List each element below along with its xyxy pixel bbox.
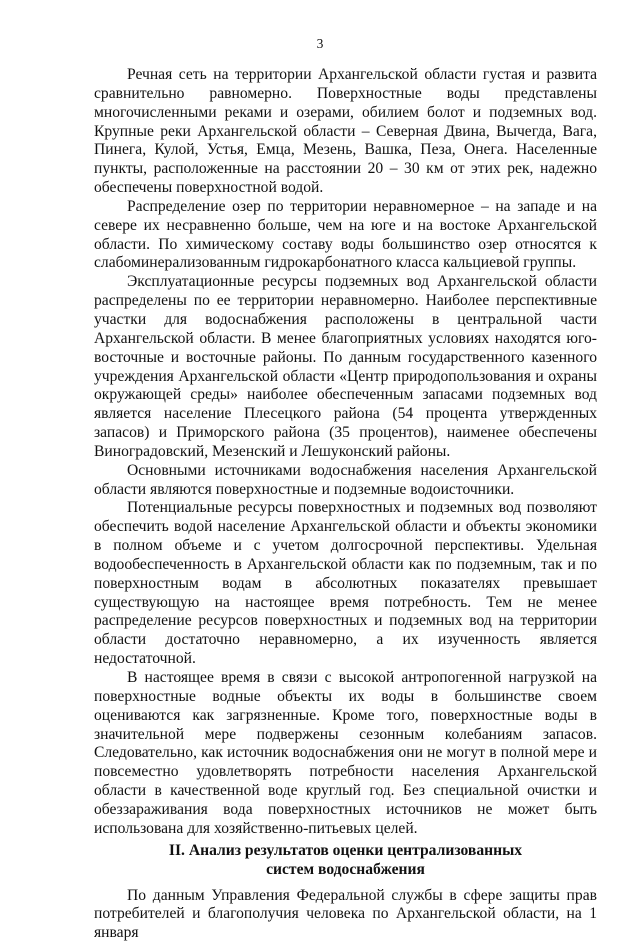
- section-heading-line-1: II. Анализ результатов оценки централизованных: [168, 841, 523, 859]
- page-number: 3: [316, 36, 324, 51]
- paragraph-anthropogenic-load: В настоящее время в связи с высокой антропогенной нагрузкой на поверхностные водные объекты их воды в большинстве своем оцениваются как загрязненные. Кроме того, поверхностные воды в значительной мере подвержены сезонным колебаниям запасов. Следовательно, как источник водоснабжения они не могут в полной мере и повсеместно удовлетворять потребности населения Архангельской области в качественной воде круглый год. Без специальной очистки и обеззараживания вода поверхностных источников не может быть использована для хозяйственно-питьевых целей.: [94, 669, 597, 837]
- paragraph-lakes-distribution: Распределение озер по территории неравномерное – на западе и на севере их несравненно больше, чем на юге и на востоке Архангельской области. По химическому составу воды большинство озер относятся к слабоминерализованным гидрокарбонатного класса кальциевой группы.: [94, 197, 597, 272]
- paragraph-potential-resources: Потенциальные ресурсы поверхностных и подземных вод позволяют обеспечить водой население Архангельской области и объекты экономики в полном объеме и с учетом долгосрочной перспективы. Удельная водообеспеченность в Архангельской области как по подземным, так и по поверхностным водам в абсолютных показателях превышает существующую на настоящее время потребность. Тем не менее распределение ресурсов поверхностных и подземных вод на территории области достаточно неравномерно, а их изученность является недостаточной.: [94, 499, 597, 668]
- paragraph-groundwater-resources: Эксплуатационные ресурсы подземных вод Архангельской области распределены по ее территории неравномерно. Наиболее перспективные участки для водоснабжения расположены в центральной части Архангельской области. В менее благоприятных условиях находятся юго-восточные и восточные районы. По данным государственного казенного учреждения Архангельской области «Центр природопользования и охраны окружающей среды» наиболее обеспеченным запасами подземных вод является население Плесецкого района (54 процента утвержденных запасов) и Приморского района (35 процентов), наименее обеспечены Виноградовский, Мезенский и Лешуконский районы.: [94, 273, 597, 460]
- document-body: [94, 66, 597, 943]
- section-heading: [94, 841, 597, 879]
- paragraph-federal-service: По данным Управления Федеральной службы в сфере защиты прав потребителей и благополучия человека по Архангельской области, на 1 января: [94, 886, 597, 942]
- paragraph-main-sources: Основными источниками водоснабжения населения Архангельской области являются поверхностные и подземные водоисточники.: [94, 461, 597, 498]
- section-heading-line-2: систем водоснабжения: [266, 860, 425, 878]
- paragraph-river-network: Речная сеть на территории Архангельской области густая и развита сравнительно равномерно. Поверхностные воды представлены многочисленными реками и озерами, обилием болот и подземных вод. Крупные реки Архангельской области – Северная Двина, Вычегда, Вага, Пинега, Кулой, Устья, Емца, Мезень, Вашка, Пеза, Онега. Населенные пункты, расположенные на расстоянии 20 – 30 км от этих рек, надежно обеспечены поверхностной водой.: [94, 66, 597, 197]
